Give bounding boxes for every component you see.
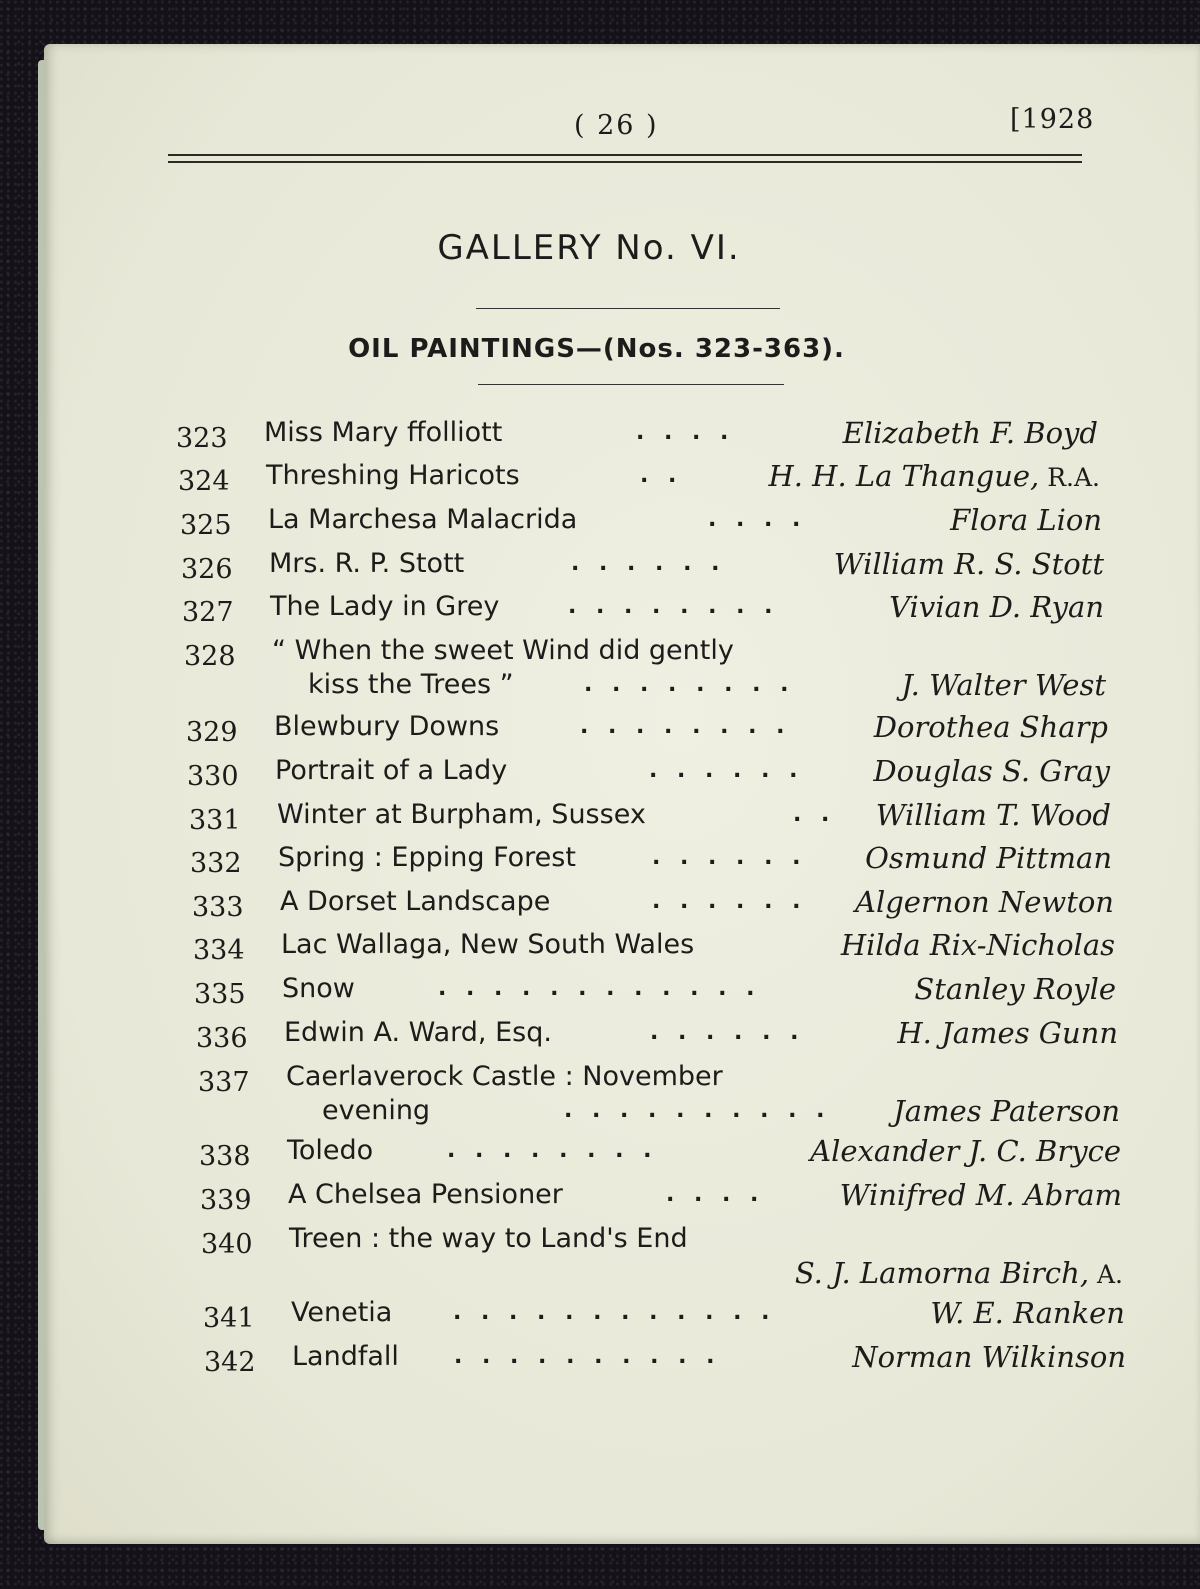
entry-number: 327 bbox=[182, 597, 234, 628]
dot-leader: . . . . . . bbox=[571, 551, 726, 576]
entry-title: Winter at Burpham, Sussex bbox=[277, 799, 646, 830]
entry-number: 336 bbox=[196, 1023, 248, 1054]
entry-title: A Dorset Landscape bbox=[280, 886, 551, 917]
dot-leader: . . . . bbox=[636, 420, 735, 445]
entry-artist: H. H. La Thangue, R.A. bbox=[768, 459, 1100, 493]
entry-title: Toledo bbox=[287, 1135, 374, 1166]
dot-leader: . . . . . . . . . . bbox=[454, 1344, 721, 1369]
dot-leader: . . . . . . . . bbox=[568, 594, 779, 619]
entry-number: 329 bbox=[186, 717, 238, 748]
entry-artist: Norman Wilkinson bbox=[852, 1340, 1126, 1374]
entry-title: Snow bbox=[282, 973, 355, 1004]
page-number: ( 26 ) bbox=[574, 110, 659, 141]
entry-artist: William T. Wood bbox=[875, 798, 1111, 832]
entry-artist: S. J. Lamorna Birch, A. bbox=[794, 1256, 1123, 1290]
dot-leader: . . . . . . . . . . . . bbox=[438, 976, 761, 1001]
entry-title: Caerlaverock Castle : November bbox=[286, 1061, 723, 1092]
entry-title: Miss Mary ffolliott bbox=[264, 417, 503, 448]
entry-number: 342 bbox=[204, 1347, 256, 1378]
entry-number: 335 bbox=[194, 979, 246, 1010]
dot-leader: . . . . . . bbox=[652, 889, 807, 914]
entry-number: 341 bbox=[203, 1303, 255, 1334]
entry-number: 332 bbox=[190, 848, 242, 879]
dot-leader: . . . . bbox=[708, 507, 807, 532]
section-title: OIL PAINTINGS—(Nos. 323-363). bbox=[348, 334, 845, 364]
entry-number: 334 bbox=[193, 935, 245, 966]
entry-number: 331 bbox=[189, 805, 241, 836]
entry-title: Lac Wallaga, New South Wales bbox=[281, 929, 695, 960]
entry-artist: Dorothea Sharp bbox=[873, 710, 1108, 744]
entry-artist: James Paterson bbox=[893, 1094, 1120, 1128]
entry-number: 328 bbox=[184, 641, 236, 672]
entry-number: 340 bbox=[201, 1229, 253, 1260]
entry-artist: Hilda Rix-Nicholas bbox=[840, 928, 1115, 962]
entry-artist: Elizabeth F. Boyd bbox=[842, 416, 1098, 450]
entry-title: Mrs. R. P. Stott bbox=[269, 548, 465, 579]
entry-number: 324 bbox=[178, 466, 230, 497]
entry-title: Edwin A. Ward, Esq. bbox=[284, 1017, 552, 1048]
entry-artist: Stanley Royle bbox=[914, 972, 1116, 1006]
dot-leader: . . bbox=[640, 463, 683, 488]
entry-title: Blewbury Downs bbox=[274, 711, 500, 742]
gallery-title: GALLERY No. VI. bbox=[437, 228, 741, 268]
entry-artist: Alexander J. C. Bryce bbox=[810, 1134, 1121, 1168]
entry-title: Spring : Epping Forest bbox=[278, 842, 576, 873]
catalogue-page bbox=[44, 44, 1200, 1544]
entry-title-continued: evening bbox=[322, 1095, 431, 1126]
year-label: [1928 bbox=[1010, 104, 1095, 135]
dot-leader: . . . . bbox=[666, 1182, 765, 1207]
dot-leader: . . . . . . bbox=[652, 845, 807, 870]
entry-number: 330 bbox=[187, 761, 239, 792]
entry-artist: Osmund Pittman bbox=[865, 841, 1112, 875]
entry-number: 339 bbox=[200, 1185, 252, 1216]
entry-title: Portrait of a Lady bbox=[275, 755, 508, 786]
dot-leader: . . . . . . . . . . bbox=[564, 1098, 831, 1123]
entry-artist: J. Walter West bbox=[901, 668, 1106, 702]
dot-leader: . . . . . . . . bbox=[584, 672, 795, 697]
entry-number: 326 bbox=[181, 554, 233, 585]
entry-title: The Lady in Grey bbox=[270, 591, 500, 622]
entry-number: 337 bbox=[198, 1067, 250, 1098]
dot-leader: . . . . . . bbox=[650, 1020, 805, 1045]
entry-number: 323 bbox=[176, 423, 228, 454]
entry-artist: William R. S. Stott bbox=[833, 547, 1104, 581]
entry-title: “ When the sweet Wind did gently bbox=[272, 635, 734, 666]
entry-title: Threshing Haricots bbox=[266, 460, 520, 491]
entry-title: Venetia bbox=[291, 1297, 393, 1328]
entry-artist: Vivian D. Ryan bbox=[889, 590, 1104, 624]
entry-list bbox=[44, 44, 1200, 1544]
entry-artist: Winifred M. Abram bbox=[839, 1178, 1122, 1212]
entry-title: La Marchesa Malacrida bbox=[268, 504, 578, 535]
entry-title: A Chelsea Pensioner bbox=[288, 1179, 563, 1210]
entry-artist: Algernon Newton bbox=[855, 885, 1114, 919]
dot-leader: . . . . . . . . . . . . bbox=[453, 1300, 776, 1325]
entry-title-continued: kiss the Trees ” bbox=[308, 669, 514, 700]
entry-number: 338 bbox=[199, 1141, 251, 1172]
entry-title: Landfall bbox=[292, 1341, 399, 1372]
dot-leader: . . . . . . bbox=[649, 758, 804, 783]
entry-title: Treen : the way to Land's End bbox=[289, 1223, 688, 1254]
entry-number: 325 bbox=[180, 510, 232, 541]
entry-number: 333 bbox=[192, 892, 244, 923]
entry-artist: Flora Lion bbox=[950, 503, 1102, 537]
dot-leader: . . . . . . . . bbox=[580, 714, 791, 739]
entry-artist: H. James Gunn bbox=[897, 1016, 1118, 1050]
dot-leader: . . . . . . . . bbox=[447, 1138, 658, 1163]
entry-artist: W. E. Ranken bbox=[930, 1296, 1125, 1330]
dot-leader: . . bbox=[793, 802, 836, 827]
entry-artist: Douglas S. Gray bbox=[873, 754, 1110, 788]
